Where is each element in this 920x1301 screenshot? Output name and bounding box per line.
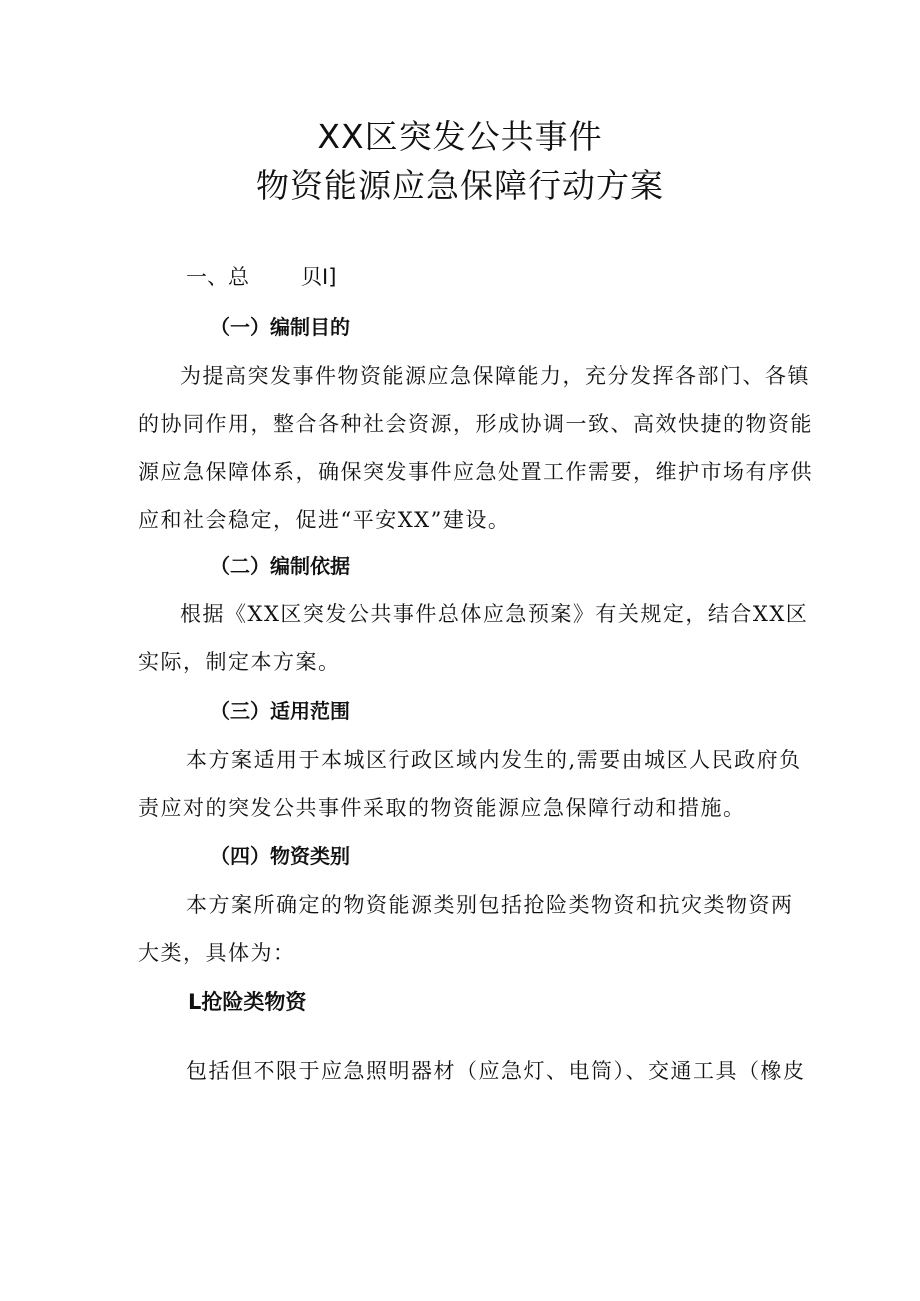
paragraph-categories — [138, 881, 794, 977]
section-heading-suffix: 贝I] — [301, 265, 337, 289]
paragraph-line: 本方案适用于本城区行政区域内发生的,需要由城区人民政府负 — [186, 748, 802, 772]
paragraph-scope — [138, 736, 802, 832]
document-title-line-1: XX区突发公共事件 — [317, 117, 603, 156]
paragraph-line: 的协同作用，整合各种社会资源，形成协调一致、高效快捷的物资能 — [138, 412, 813, 436]
subsection-heading-purpose: （一）编制目的 — [210, 315, 350, 339]
paragraph-line: 源应急保障体系，确保突发事件应急处置工作需要，维护市场有序供 — [138, 460, 813, 484]
paragraph-basis — [138, 590, 809, 686]
document-title-line-2: 物资能源应急保障行动方案 — [256, 166, 664, 205]
paragraph-line: 包括但不限于应急照明器材（应急灯、电筒）、交通工具（橡皮 — [186, 1059, 806, 1083]
subsection-heading-basis: （二）编制依据 — [210, 554, 350, 578]
paragraph-line: 为提高突发事件物资能源应急保障能力，充分发挥各部门、各镇 — [180, 364, 810, 388]
paragraph-rescue-supplies — [138, 1047, 806, 1095]
section-heading-prefix: 一、总 — [186, 265, 249, 289]
paragraph-line: 根据《XX区突发公共事件总体应急预案》有关规定，结合XX区 — [180, 602, 809, 626]
paragraph-line: 大类，具体为： — [138, 941, 296, 965]
paragraph-purpose — [138, 352, 813, 544]
subsection-heading-scope: （三）适用范围 — [210, 699, 350, 723]
paragraph-line: 实际，制定本方案。 — [138, 650, 341, 674]
item-heading-rescue-supplies: L抢险类物资 — [188, 990, 307, 1014]
paragraph-line: 本方案所确定的物资能源类别包括抢险类物资和抗灾类物资两 — [186, 893, 794, 917]
section-heading-general — [186, 263, 336, 291]
paragraph-line: 应和社会稳定，促进“平安XX”建设。 — [138, 508, 511, 532]
paragraph-line: 责应对的突发公共事件采取的物资能源应急保障行动和措施。 — [138, 796, 746, 820]
subsection-heading-categories: （四）物资类别 — [210, 844, 350, 868]
